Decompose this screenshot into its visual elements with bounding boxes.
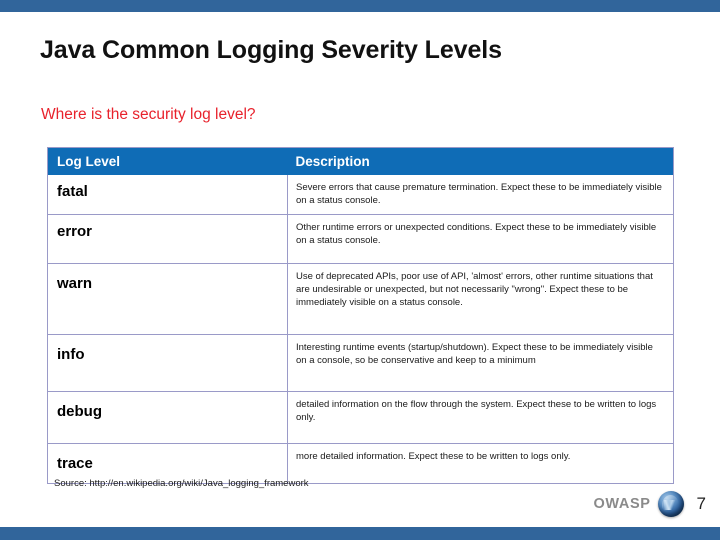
owasp-globe-icon (658, 491, 684, 517)
footer-branding (594, 491, 706, 517)
table-row (48, 175, 674, 215)
table-row (48, 392, 674, 444)
source-note: Source: http://en.wikipedia.org/wiki/Java_logging_framework (54, 478, 309, 489)
cell-log-level: info (48, 335, 288, 392)
cell-log-level: fatal (48, 175, 288, 215)
table-header (48, 148, 674, 176)
bottom-accent-bar (0, 527, 720, 540)
cell-description: detailed information on the flow through the system. Expect these to be written to logs only. (288, 392, 674, 444)
cell-log-level: error (48, 215, 288, 264)
slide-number: 7 (696, 494, 706, 513)
table-row (48, 264, 674, 335)
column-header-log-level: Log Level (48, 148, 288, 176)
cell-description: Use of deprecated APIs, poor use of API, 'almost' errors, other runtime situations that are undesirable or unexpected, but not necessarily "wrong". Expect these to be immediately visible on a status console. (288, 264, 674, 335)
log-levels-table (47, 147, 674, 484)
owasp-wordmark: OWASP (593, 496, 651, 512)
cell-description: Severe errors that cause premature termination. Expect these to be immediately visible on a status console. (288, 175, 674, 215)
cell-log-level: warn (48, 264, 288, 335)
cell-log-level: debug (48, 392, 288, 444)
column-header-description: Description (288, 148, 674, 176)
cell-log-level: trace (48, 444, 288, 484)
cell-description: Other runtime errors or unexpected conditions. Expect these to be immediately visible on a status console. (288, 215, 674, 264)
cell-description: more detailed information. Expect these to be written to logs only. (288, 444, 674, 484)
top-accent-bar (0, 0, 720, 12)
table-row (48, 215, 674, 264)
slide-subtitle: Where is the security log level? (41, 106, 256, 123)
cell-description: Interesting runtime events (startup/shutdown). Expect these to be immediately visible on a console, so be conservative and keep to a minimum (288, 335, 674, 392)
table-header-row (48, 148, 674, 176)
page-title: Java Common Logging Severity Levels (40, 36, 502, 64)
table-row (48, 335, 674, 392)
table-body (48, 175, 674, 484)
